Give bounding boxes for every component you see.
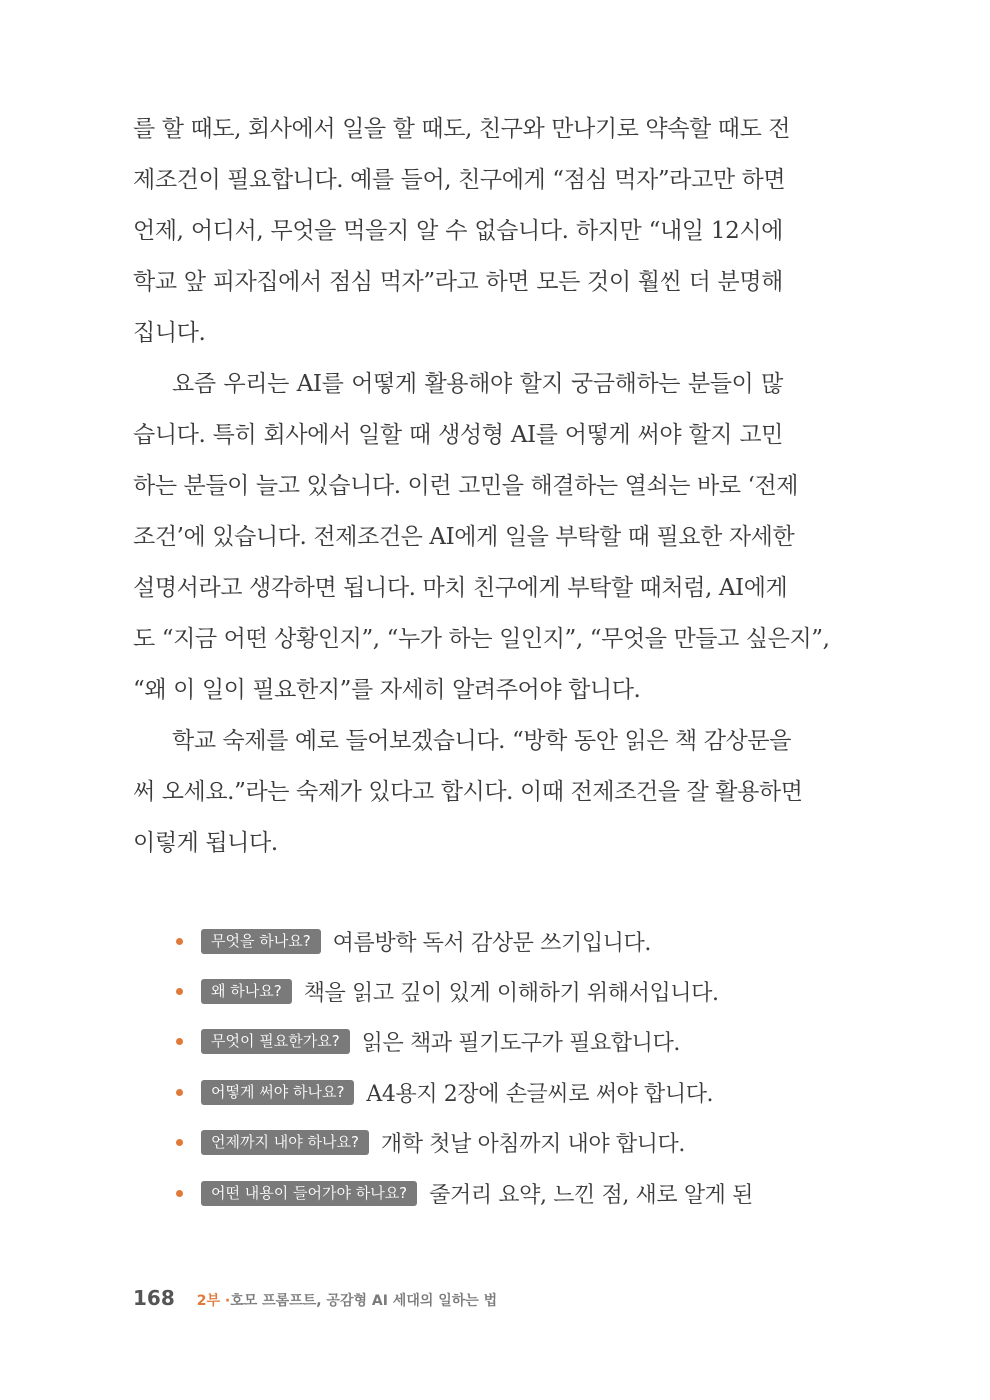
text-line: 학교 숙제를 예로 들어보겠습니다. “방학 동안 읽은 책 감상문을: [172, 728, 792, 754]
text-line: 를 할 때도, 회사에서 일을 할 때도, 친구와 만나기로 약속할 때도 전: [133, 116, 791, 142]
answer-text: 책을 읽고 깊이 있게 이해하기 위해서입니다.: [303, 981, 719, 1007]
answer-text: A4용지 2장에 손글씨로 써야 합니다.: [366, 1081, 714, 1107]
list-item: [176, 916, 796, 966]
bullet-dot-icon: [176, 1139, 183, 1146]
question-tag: 무엇을 하나요?: [201, 929, 321, 954]
list-item: [176, 1067, 796, 1117]
page-footer: [133, 1286, 497, 1310]
list-item: [176, 966, 796, 1016]
text-line: 도 “지금 어떤 상황인지”, “누가 하는 일인지”, “무엇을 만들고 싶은지”,: [133, 626, 830, 652]
bullet-dot-icon: [176, 1089, 183, 1096]
page-number: 168: [133, 1286, 175, 1310]
text-line: 조건’에 있습니다. 전제조건은 AI에게 일을 부탁할 때 필요한 자세한: [133, 524, 795, 550]
bullet-dot-icon: [176, 1190, 183, 1197]
list-item: [176, 1168, 796, 1218]
answer-text: 개학 첫날 아침까지 내야 합니다.: [380, 1132, 685, 1158]
question-tag: 어떤 내용이 들어가야 하나요?: [201, 1181, 417, 1206]
text-line: 학교 앞 피자집에서 점심 먹자”라고 하면 모든 것이 훨씬 더 분명해: [133, 269, 783, 295]
question-tag: 왜 하나요?: [201, 979, 292, 1004]
text-line: 요즘 우리는 AI를 어떻게 활용해야 할지 궁금해하는 분들이 많: [172, 371, 783, 397]
answer-text: 줄거리 요약, 느낀 점, 새로 알게 된: [429, 1182, 753, 1208]
bullet-list: [176, 916, 796, 1218]
text-line: 하는 분들이 늘고 있습니다. 이런 고민을 해결하는 열쇠는 바로 ‘전제: [133, 473, 799, 499]
question-tag: 어떻게 써야 하나요?: [201, 1080, 354, 1105]
bullet-dot-icon: [176, 938, 183, 945]
text-line: 언제, 어디서, 무엇을 먹을지 알 수 없습니다. 하지만 “내일 12시에: [133, 218, 783, 244]
answer-text: 읽은 책과 필기도구가 필요합니다.: [361, 1031, 680, 1057]
text-line: “왜 이 일이 필요한지”를 자세히 알려주어야 합니다.: [133, 677, 641, 703]
bullet-dot-icon: [176, 988, 183, 995]
body-text: [133, 104, 830, 869]
answer-text: 여름방학 독서 감상문 쓰기입니다.: [332, 930, 651, 956]
list-item: [176, 1017, 796, 1067]
chapter-title: 호모 프롬프트, 공감형 AI 세대의 일하는 법: [230, 1293, 498, 1309]
text-line: 집니다.: [133, 320, 206, 346]
list-item: [176, 1118, 796, 1168]
question-tag: 무엇이 필요한가요?: [201, 1029, 350, 1054]
text-line: 이렇게 됩니다.: [133, 830, 278, 856]
question-tag: 언제까지 내야 하나요?: [201, 1130, 369, 1155]
text-line: 습니다. 특히 회사에서 일할 때 생성형 AI를 어떻게 써야 할지 고민: [133, 422, 783, 448]
text-line: 제조건이 필요합니다. 예를 들어, 친구에게 “점심 먹자”라고만 하면: [133, 167, 786, 193]
text-line: 설명서라고 생각하면 됩니다. 마치 친구에게 부탁할 때처럼, AI에게: [133, 575, 788, 601]
chapter-part: 2부 ·: [196, 1293, 231, 1309]
text-line: 써 오세요.”라는 숙제가 있다고 합시다. 이때 전제조건을 잘 활용하면: [133, 779, 803, 805]
bullet-dot-icon: [176, 1038, 183, 1045]
